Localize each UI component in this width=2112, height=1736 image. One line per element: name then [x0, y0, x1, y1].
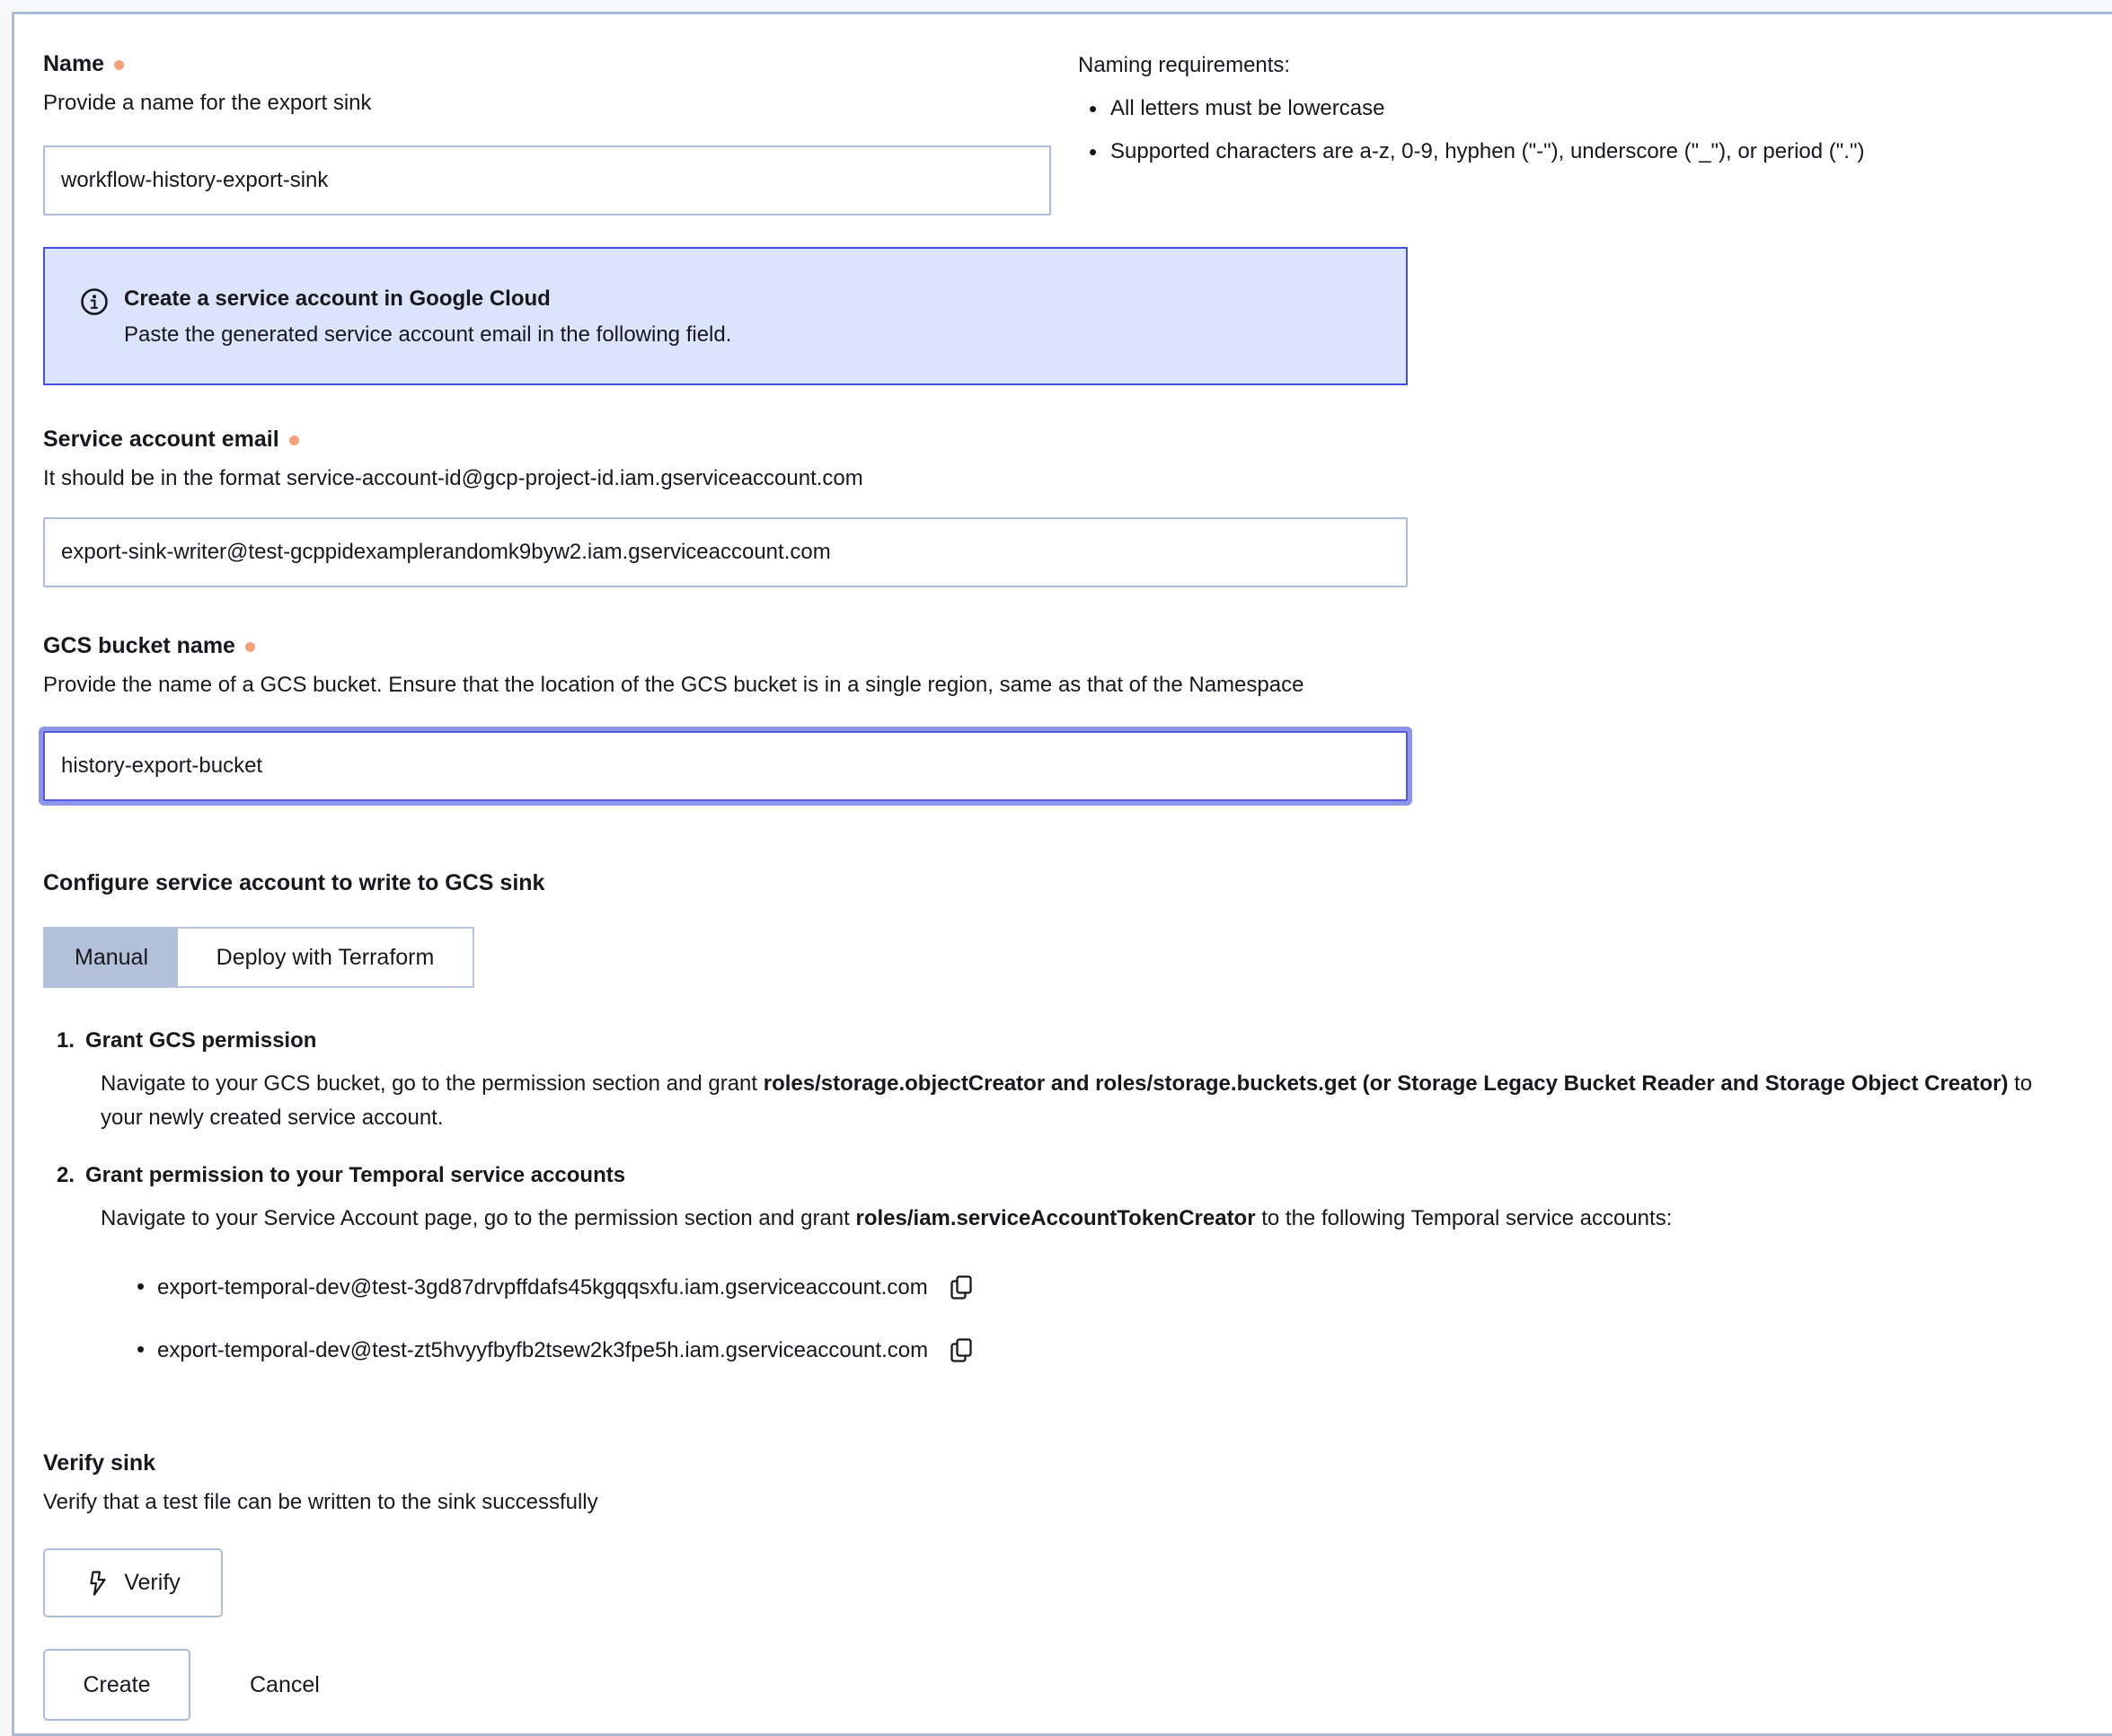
tab-manual[interactable]: Manual: [45, 929, 178, 986]
step-instructions: [43, 1202, 2066, 1236]
copy-button[interactable]: [948, 1273, 975, 1302]
naming-requirements-list: [1078, 95, 2043, 165]
step-grant-temporal-permission: [43, 1162, 2043, 1236]
configure-tabs: [43, 927, 474, 988]
required-dot: [114, 60, 124, 70]
step-title: Grant permission to your Temporal service accounts: [85, 1163, 626, 1187]
info-icon: [79, 286, 110, 323]
temporal-service-account-list: [43, 1266, 2043, 1372]
name-input[interactable]: [43, 145, 1051, 216]
create-button[interactable]: Create: [43, 1649, 190, 1721]
cancel-button[interactable]: Cancel: [250, 1671, 320, 1697]
manual-steps: [43, 1027, 2043, 1372]
gcs-bucket-label: GCS bucket name: [43, 633, 235, 658]
temporal-service-account-item: [43, 1266, 2043, 1309]
tab-deploy-with-terraform[interactable]: Deploy with Terraform: [178, 929, 473, 986]
info-banner-description: Paste the generated service account email in the following field.: [124, 322, 732, 347]
verify-button-label: Verify: [124, 1570, 181, 1595]
required-dot: [245, 642, 255, 652]
temporal-service-account-email: • export-temporal-dev@test-3gd87drvpffdafs45kgqqsxfu.iam.gserviceaccount.com: [157, 1275, 928, 1300]
export-sink-form-card: [12, 12, 2112, 1736]
gcs-bucket-field-group: [43, 632, 2043, 801]
step-grant-gcs-permission: [43, 1027, 2043, 1135]
step-text: Navigate to your Service Account page, go to the permission section and grant: [101, 1206, 856, 1230]
naming-requirement-item: • All letters must be lowercase: [1078, 95, 2043, 122]
temporal-service-account-email: • export-temporal-dev@test-zt5hvyyfbyfb2tsew2k3fpe5h.iam.gserviceaccount.com: [157, 1338, 929, 1362]
verify-sink-description: Verify that a test file can be written to the sink successfully: [43, 1490, 598, 1514]
info-banner-title: Create a service account in Google Cloud: [124, 286, 551, 311]
name-row: [43, 50, 2043, 216]
name-field-group: [43, 50, 1051, 216]
step-number: 1.: [57, 1028, 75, 1053]
naming-requirement-item: • Supported characters are a-z, 0-9, hyphen ("-"), underscore ("_"), or period ("."): [1078, 138, 2043, 165]
copy-icon: [948, 1273, 975, 1302]
verify-button[interactable]: [43, 1548, 223, 1617]
service-account-email-input[interactable]: [43, 517, 1408, 587]
copy-icon: [948, 1336, 975, 1365]
name-description: Provide a name for the export sink: [43, 91, 372, 115]
copy-button[interactable]: [948, 1336, 975, 1365]
step-text: Navigate to your GCS bucket, go to the permission section and grant: [101, 1071, 764, 1096]
step-text: to the following Temporal service accounts:: [1255, 1206, 1673, 1230]
gcs-bucket-input[interactable]: [43, 731, 1408, 801]
configure-section-title: Configure service account to write to GCS sink: [43, 870, 545, 895]
step-title: Grant GCS permission: [85, 1028, 317, 1053]
info-banner: [43, 247, 1408, 385]
temporal-service-account-item: [43, 1329, 2043, 1372]
step-text-bold: roles/storage.objectCreator and roles/storage.buckets.get (or Storage Legacy Bucket Reader and Storage Object Creator): [763, 1071, 2009, 1096]
form-actions: [43, 1649, 2043, 1721]
required-dot: [289, 436, 299, 445]
service-account-description: It should be in the format service-account-id@gcp-project-id.iam.gserviceaccount.com: [43, 466, 863, 490]
naming-requirements: [1078, 50, 2043, 216]
naming-requirements-title: Naming requirements:: [1078, 53, 1291, 77]
step-text-bold: roles/iam.serviceAccountTokenCreator: [855, 1206, 1256, 1230]
service-account-field-group: [43, 426, 1408, 587]
step-number: 2.: [57, 1163, 75, 1187]
info-banner-text: [124, 285, 731, 349]
step-text: to your newly created service account.: [101, 1071, 2033, 1130]
verify-sink-section: [43, 1450, 2043, 1617]
verify-sink-title: Verify sink: [43, 1450, 156, 1476]
export-sink-form: [14, 14, 2043, 1721]
gcs-bucket-description: Provide the name of a GCS bucket. Ensure that the location of the GCS bucket is in a single region, same as that of the Namespace: [43, 673, 1304, 697]
name-label: Name: [43, 51, 105, 76]
service-account-label: Service account email: [43, 427, 279, 452]
step-instructions: [43, 1067, 2066, 1135]
lightning-icon: [85, 1570, 110, 1597]
